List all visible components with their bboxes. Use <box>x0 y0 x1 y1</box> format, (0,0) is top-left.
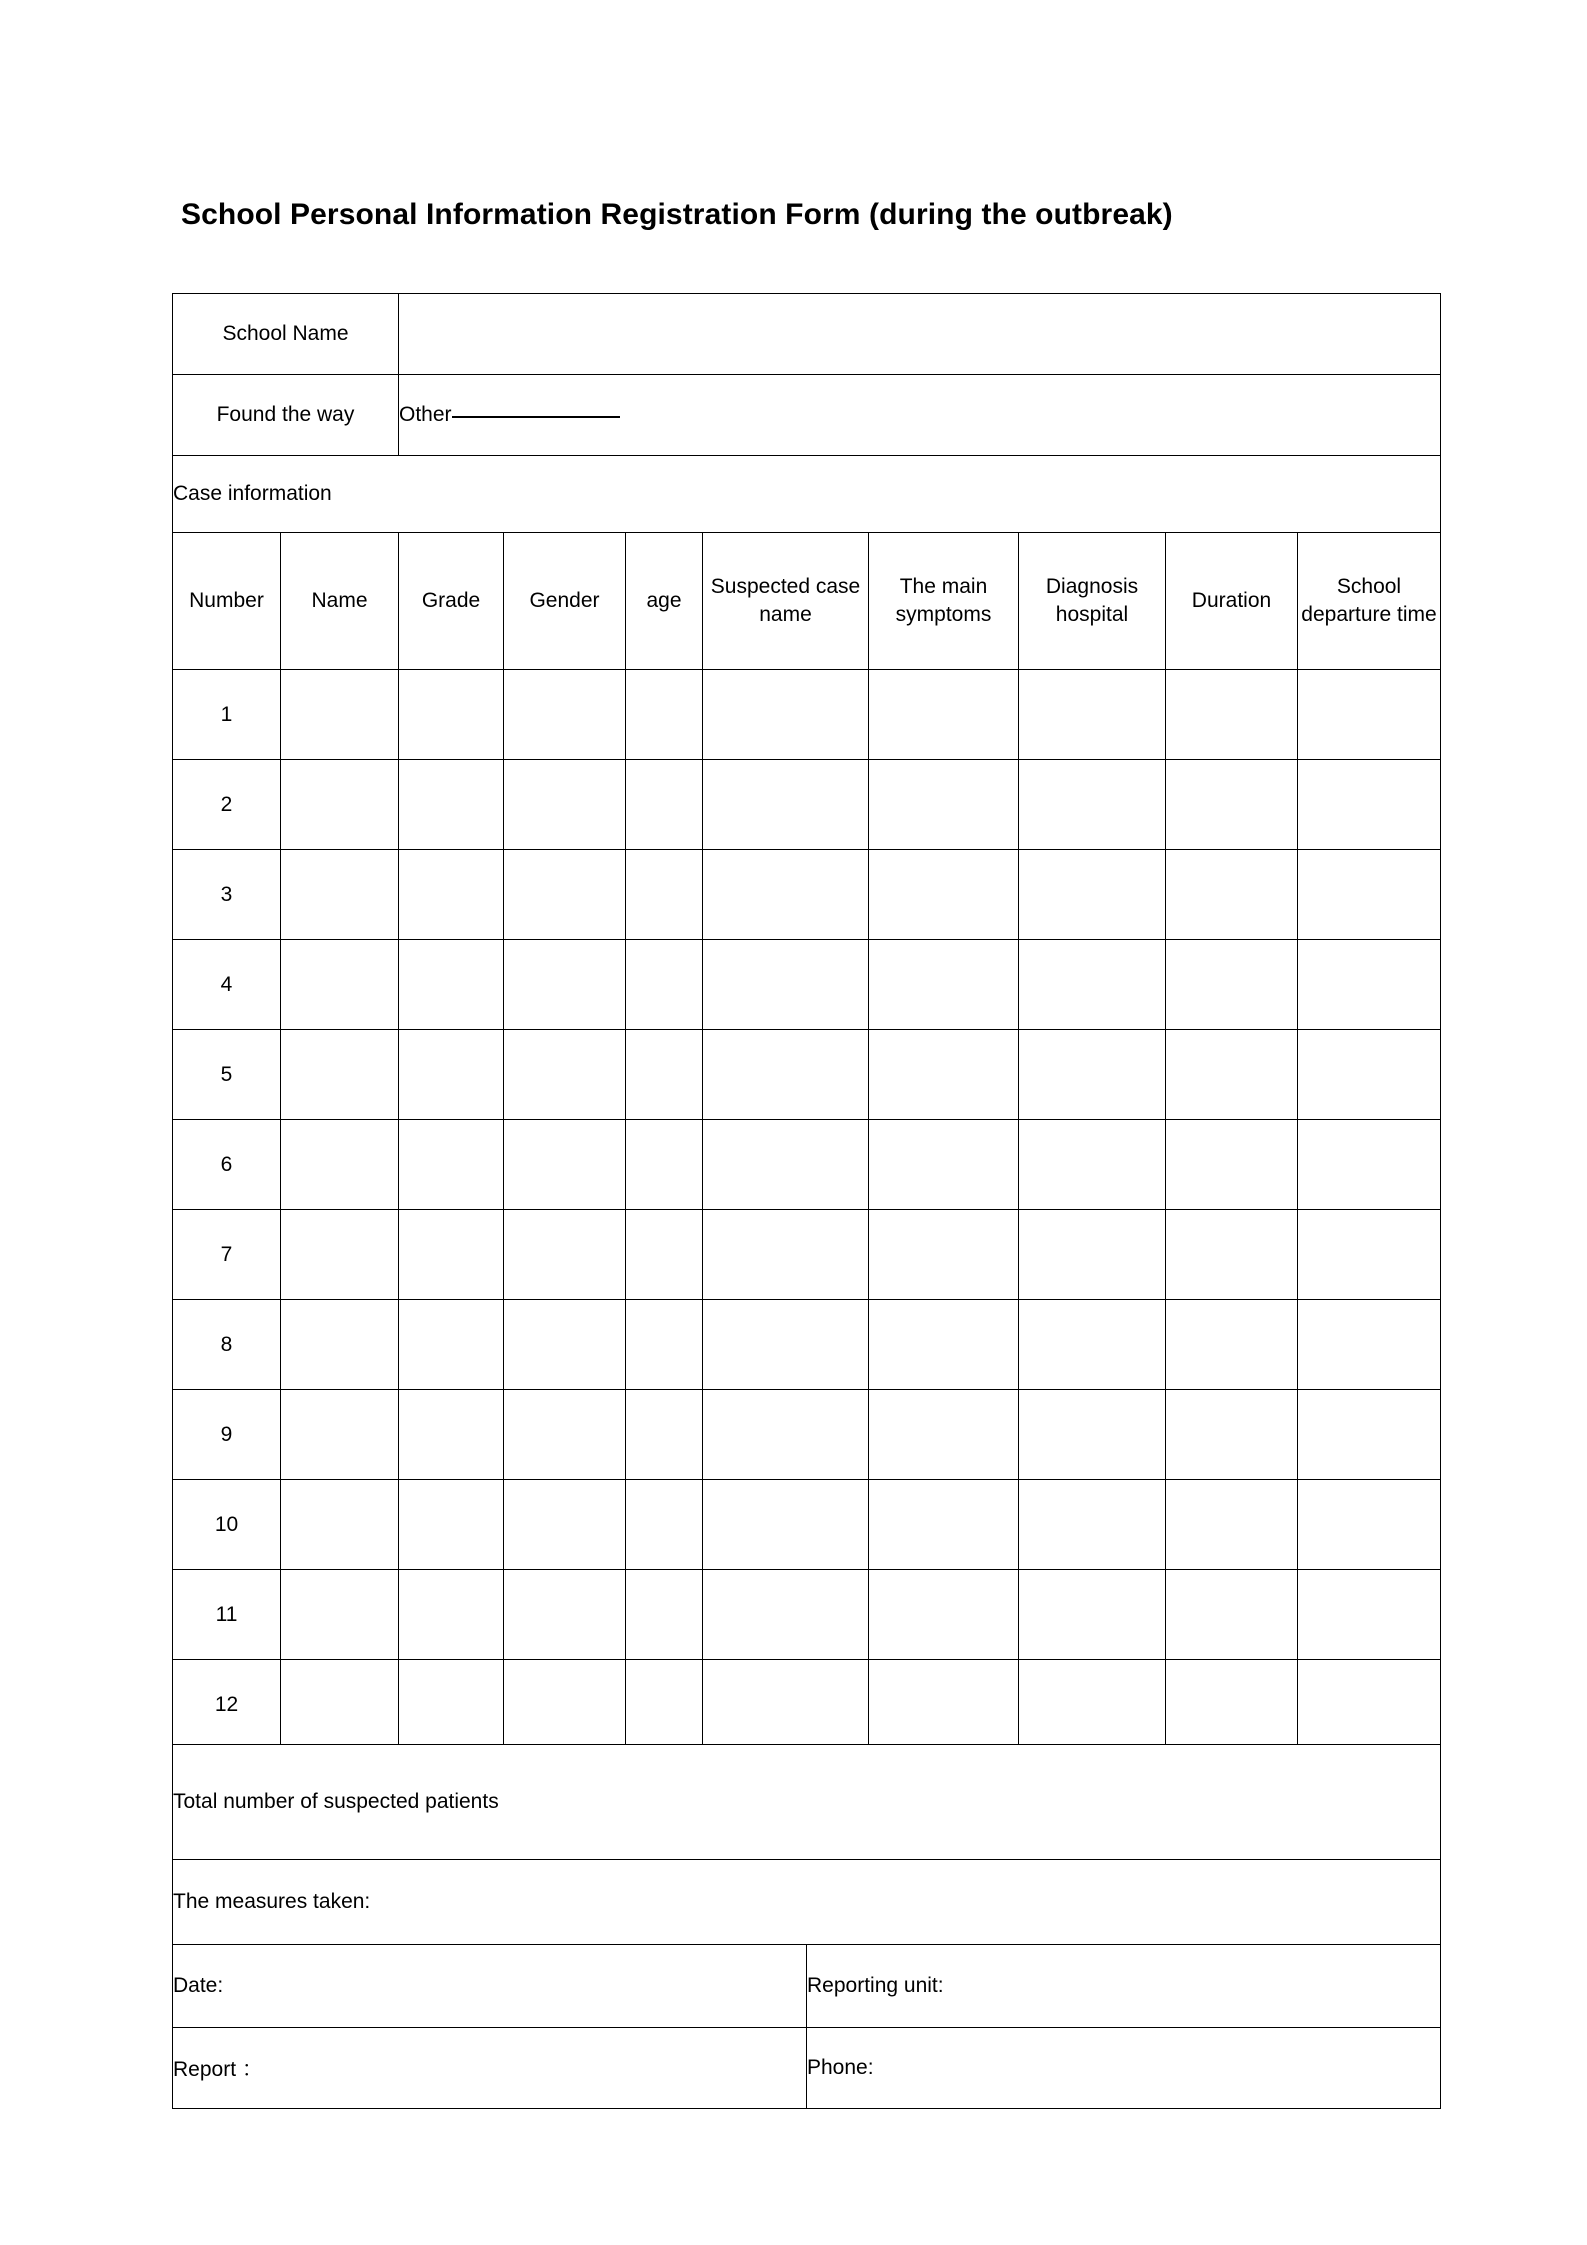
table-row <box>173 940 1441 1030</box>
cell-duration[interactable] <box>1166 1030 1298 1120</box>
found-the-way-label: Found the way <box>173 375 399 456</box>
cell-name[interactable] <box>281 1300 399 1390</box>
column-header-grade: Grade <box>399 533 504 670</box>
table-row <box>173 1480 1441 1570</box>
case-table-header-row <box>173 533 1441 670</box>
column-header-duration: Duration <box>1166 533 1298 670</box>
cell-gender[interactable] <box>504 1480 626 1570</box>
cell-name[interactable] <box>281 1570 399 1660</box>
date-label: Date: <box>173 1974 224 1997</box>
row-number-cell: 12 <box>173 1660 281 1750</box>
cell-duration[interactable] <box>1166 1480 1298 1570</box>
found-the-way-row <box>173 375 1441 456</box>
cell-grade[interactable] <box>399 1390 504 1480</box>
reporting-unit-label: Reporting unit: <box>807 1974 944 1997</box>
cell-name[interactable] <box>281 940 399 1030</box>
cell-gender[interactable] <box>504 1210 626 1300</box>
cell-main_symptoms[interactable] <box>869 1570 1019 1660</box>
cell-grade[interactable] <box>399 760 504 850</box>
cell-diagnosis_hospital[interactable] <box>1019 670 1166 760</box>
cell-duration[interactable] <box>1166 1210 1298 1300</box>
cell-school_departure_time[interactable] <box>1298 1660 1441 1750</box>
found-the-way-field[interactable] <box>399 375 1441 456</box>
cell-grade[interactable] <box>399 1660 504 1750</box>
cell-gender[interactable] <box>504 1660 626 1750</box>
total-suspected-patients-field[interactable] <box>173 1745 1441 1860</box>
cell-grade[interactable] <box>399 1210 504 1300</box>
cell-name[interactable] <box>281 1480 399 1570</box>
cell-diagnosis_hospital[interactable] <box>1019 1570 1166 1660</box>
cell-school_departure_time[interactable] <box>1298 850 1441 940</box>
cell-diagnosis_hospital[interactable] <box>1019 1120 1166 1210</box>
cell-name[interactable] <box>281 850 399 940</box>
column-header-school-departure-time: School departure time <box>1298 533 1441 670</box>
case-information-label: Case information <box>173 456 1441 533</box>
cell-duration[interactable] <box>1166 760 1298 850</box>
cell-duration[interactable] <box>1166 1660 1298 1750</box>
cell-gender[interactable] <box>504 1570 626 1660</box>
cell-school_departure_time[interactable] <box>1298 1300 1441 1390</box>
table-row <box>173 1030 1441 1120</box>
cell-grade[interactable] <box>399 850 504 940</box>
cell-age[interactable] <box>626 1030 703 1120</box>
cell-main_symptoms[interactable] <box>869 1030 1019 1120</box>
cell-main_symptoms[interactable] <box>869 1120 1019 1210</box>
cell-diagnosis_hospital[interactable] <box>1019 940 1166 1030</box>
measures-taken-row <box>173 1860 1441 1945</box>
cell-age[interactable] <box>626 1570 703 1660</box>
report-phone-row <box>173 2028 1441 2109</box>
column-header-name: Name <box>281 533 399 670</box>
column-header-main-symptoms: The main symptoms <box>869 533 1019 670</box>
table-row <box>173 1120 1441 1210</box>
column-header-suspected-case-name: Suspected case name <box>703 533 869 670</box>
cell-name[interactable] <box>281 1390 399 1480</box>
cell-diagnosis_hospital[interactable] <box>1019 850 1166 940</box>
cell-gender[interactable] <box>504 1300 626 1390</box>
table-row <box>173 1660 1441 1750</box>
row-number-cell: 7 <box>173 1210 281 1300</box>
table-row <box>173 1390 1441 1480</box>
cell-grade[interactable] <box>399 940 504 1030</box>
row-number-cell: 10 <box>173 1480 281 1570</box>
report-field[interactable] <box>173 2028 807 2109</box>
table-row <box>173 760 1441 850</box>
cell-suspected_case_name[interactable] <box>703 850 869 940</box>
found-the-way-blank-line[interactable] <box>452 415 620 418</box>
row-number-cell: 6 <box>173 1120 281 1210</box>
cell-gender[interactable] <box>504 850 626 940</box>
row-number-cell: 8 <box>173 1300 281 1390</box>
cell-main_symptoms[interactable] <box>869 760 1019 850</box>
cell-school_departure_time[interactable] <box>1298 940 1441 1030</box>
cell-diagnosis_hospital[interactable] <box>1019 1300 1166 1390</box>
report-label: Report ： <box>173 2058 263 2081</box>
cell-name[interactable] <box>281 760 399 850</box>
cell-suspected_case_name[interactable] <box>703 1030 869 1120</box>
cell-gender[interactable] <box>504 760 626 850</box>
table-row <box>173 850 1441 940</box>
cell-gender[interactable] <box>504 940 626 1030</box>
cell-duration[interactable] <box>1166 1570 1298 1660</box>
cell-name[interactable] <box>281 1030 399 1120</box>
cell-grade[interactable] <box>399 670 504 760</box>
total-suspected-row <box>173 1745 1441 1860</box>
cell-main_symptoms[interactable] <box>869 1480 1019 1570</box>
column-header-age: age <box>626 533 703 670</box>
cell-main_symptoms[interactable] <box>869 940 1019 1030</box>
cell-suspected_case_name[interactable] <box>703 1120 869 1210</box>
cell-suspected_case_name[interactable] <box>703 670 869 760</box>
phone-field[interactable] <box>807 2028 1441 2109</box>
cell-gender[interactable] <box>504 1030 626 1120</box>
row-number-cell: 1 <box>173 670 281 760</box>
cell-age[interactable] <box>626 1300 703 1390</box>
found-the-way-other-label: Other <box>399 403 452 426</box>
cell-diagnosis_hospital[interactable] <box>1019 760 1166 850</box>
cell-gender[interactable] <box>504 670 626 760</box>
cell-main_symptoms[interactable] <box>869 1390 1019 1480</box>
date-reporting-unit-row <box>173 1945 1441 2028</box>
cell-diagnosis_hospital[interactable] <box>1019 1210 1166 1300</box>
cell-suspected_case_name[interactable] <box>703 1660 869 1750</box>
case-information-row <box>173 456 1441 533</box>
cell-age[interactable] <box>626 1120 703 1210</box>
row-number-cell: 11 <box>173 1570 281 1660</box>
cell-suspected_case_name[interactable] <box>703 1390 869 1480</box>
measures-taken-field[interactable] <box>173 1860 1441 1945</box>
column-header-gender: Gender <box>504 533 626 670</box>
cell-age[interactable] <box>626 760 703 850</box>
cell-main_symptoms[interactable] <box>869 1210 1019 1300</box>
total-suspected-patients-label: Total number of suspected patients <box>173 1790 499 1813</box>
cell-name[interactable] <box>281 1660 399 1750</box>
cell-diagnosis_hospital[interactable] <box>1019 1390 1166 1480</box>
cell-school_departure_time[interactable] <box>1298 1480 1441 1570</box>
cell-suspected_case_name[interactable] <box>703 1210 869 1300</box>
column-header-diagnosis-hospital: Diagnosis hospital <box>1019 533 1166 670</box>
cell-main_symptoms[interactable] <box>869 1660 1019 1750</box>
column-header-number: Number <box>173 533 281 670</box>
date-field[interactable] <box>173 1945 807 2028</box>
cell-age[interactable] <box>626 940 703 1030</box>
reporting-unit-field[interactable] <box>807 1945 1441 2028</box>
cell-suspected_case_name[interactable] <box>703 1570 869 1660</box>
cell-grade[interactable] <box>399 1480 504 1570</box>
row-number-cell: 2 <box>173 760 281 850</box>
row-number-cell: 3 <box>173 850 281 940</box>
phone-label: Phone: <box>807 2056 874 2079</box>
cell-school_departure_time[interactable] <box>1298 1570 1441 1660</box>
cell-name[interactable] <box>281 670 399 760</box>
cell-diagnosis_hospital[interactable] <box>1019 1660 1166 1750</box>
cell-diagnosis_hospital[interactable] <box>1019 1030 1166 1120</box>
cell-age[interactable] <box>626 1210 703 1300</box>
cell-duration[interactable] <box>1166 1120 1298 1210</box>
cell-main_symptoms[interactable] <box>869 850 1019 940</box>
cell-main_symptoms[interactable] <box>869 670 1019 760</box>
cell-school_departure_time[interactable] <box>1298 1030 1441 1120</box>
row-number-cell: 5 <box>173 1030 281 1120</box>
cell-school_departure_time[interactable] <box>1298 760 1441 850</box>
cell-duration[interactable] <box>1166 940 1298 1030</box>
cell-main_symptoms[interactable] <box>869 1300 1019 1390</box>
table-row <box>173 1210 1441 1300</box>
cell-age[interactable] <box>626 1390 703 1480</box>
table-row <box>173 670 1441 760</box>
cell-grade[interactable] <box>399 1030 504 1120</box>
cell-duration[interactable] <box>1166 1300 1298 1390</box>
school-name-row <box>173 294 1441 375</box>
cell-age[interactable] <box>626 670 703 760</box>
cell-duration[interactable] <box>1166 1390 1298 1480</box>
cell-age[interactable] <box>626 1480 703 1570</box>
cell-suspected_case_name[interactable] <box>703 940 869 1030</box>
cell-grade[interactable] <box>399 1570 504 1660</box>
cell-duration[interactable] <box>1166 850 1298 940</box>
measures-taken-label: The measures taken: <box>173 1890 371 1913</box>
cell-school_departure_time[interactable] <box>1298 1210 1441 1300</box>
school-name-field[interactable] <box>399 294 1441 375</box>
cell-suspected_case_name[interactable] <box>703 760 869 850</box>
cell-grade[interactable] <box>399 1300 504 1390</box>
row-number-cell: 9 <box>173 1390 281 1480</box>
cell-suspected_case_name[interactable] <box>703 1300 869 1390</box>
form-footer-table <box>172 1744 1441 2109</box>
cell-name[interactable] <box>281 1210 399 1300</box>
cell-grade[interactable] <box>399 1120 504 1210</box>
cell-school_departure_time[interactable] <box>1298 1390 1441 1480</box>
school-name-label: School Name <box>173 294 399 375</box>
registration-form-table <box>172 293 1441 1750</box>
cell-gender[interactable] <box>504 1120 626 1210</box>
cell-gender[interactable] <box>504 1390 626 1480</box>
page-title: School Personal Information Registration Form (during the outbreak) <box>181 198 1173 231</box>
cell-school_departure_time[interactable] <box>1298 1120 1441 1210</box>
table-row <box>173 1300 1441 1390</box>
cell-diagnosis_hospital[interactable] <box>1019 1480 1166 1570</box>
cell-age[interactable] <box>626 1660 703 1750</box>
table-row <box>173 1570 1441 1660</box>
cell-school_departure_time[interactable] <box>1298 670 1441 760</box>
cell-duration[interactable] <box>1166 670 1298 760</box>
row-number-cell: 4 <box>173 940 281 1030</box>
cell-suspected_case_name[interactable] <box>703 1480 869 1570</box>
cell-name[interactable] <box>281 1120 399 1210</box>
cell-age[interactable] <box>626 850 703 940</box>
